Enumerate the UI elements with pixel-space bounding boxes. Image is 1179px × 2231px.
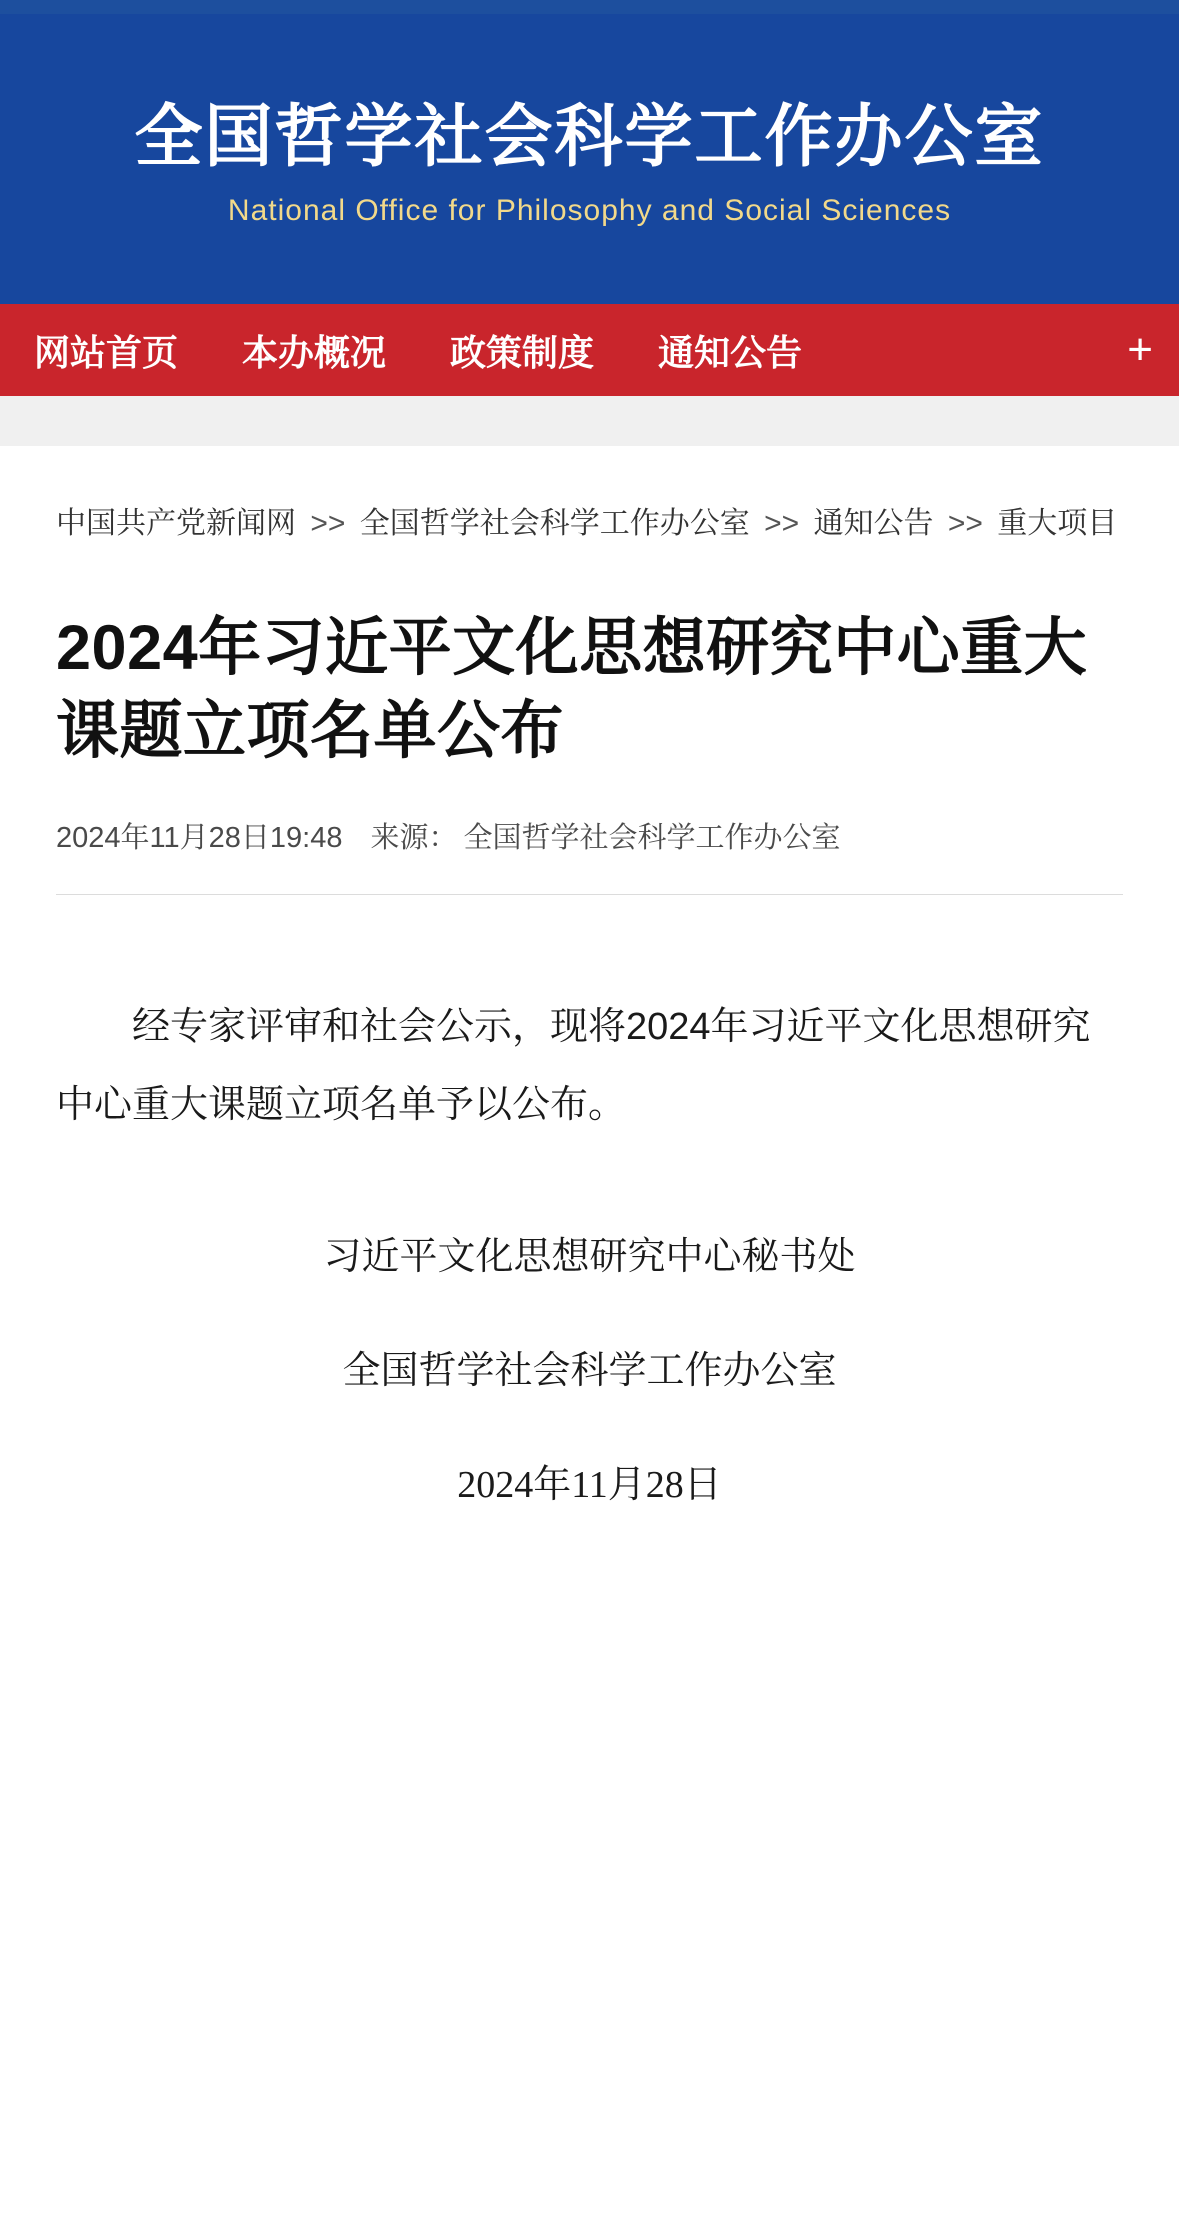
nav-item-policy[interactable]: 政策制度: [450, 331, 595, 373]
page-title: 2024年习近平文化思想研究中心重大课题立项名单公布: [56, 612, 1088, 766]
main-navigation: [0, 304, 1179, 396]
breadcrumb-item-3[interactable]: 通知公告: [813, 507, 934, 540]
site-banner: [0, 14, 1179, 304]
article-paragraph-1: 经专家评审和社会公示，现将2024年习近平文化思想研究中心重大课题立项名单予以公布。: [56, 1006, 1091, 1126]
nav-separator-band: [0, 396, 1179, 446]
breadcrumb-separator-3: >>: [947, 507, 983, 540]
breadcrumb-item-2[interactable]: 全国哲学社会科学工作办公室: [359, 507, 750, 540]
site-title-en: National Office for Philosophy and Social Sciences: [227, 194, 952, 228]
publish-timestamp: 2024年11月28日19:48: [56, 822, 343, 855]
breadcrumb-separator-1: >>: [310, 507, 346, 540]
signature-date: 2024年11月28日: [457, 1463, 722, 1506]
nav-item-notices[interactable]: 通知公告: [658, 331, 803, 373]
signature-secretariat: 习近平文化思想研究中心秘书处: [323, 1235, 856, 1278]
signature-office: 全国哲学社会科学工作办公室: [342, 1349, 837, 1392]
breadcrumb: [56, 498, 1123, 551]
breadcrumb-item-4[interactable]: 重大项目: [997, 507, 1118, 540]
source-label: 来源：: [370, 822, 458, 855]
nav-item-about[interactable]: 本办概况: [242, 331, 387, 373]
article-body: [56, 989, 1123, 1524]
breadcrumb-separator-2: >>: [764, 507, 800, 540]
page-content: [0, 498, 1179, 1524]
article-meta: [56, 815, 1123, 856]
site-title-cn: 全国哲学社会科学工作办公室: [134, 98, 1045, 175]
source-name: 全国哲学社会科学工作办公室: [463, 822, 841, 855]
top-accent-strip: [0, 0, 1179, 14]
nav-item-home[interactable]: 网站首页: [34, 331, 179, 373]
meta-divider: [56, 894, 1123, 895]
menu-expand-icon[interactable]: +: [1127, 325, 1153, 374]
breadcrumb-item-1[interactable]: 中国共产党新闻网: [56, 507, 296, 540]
